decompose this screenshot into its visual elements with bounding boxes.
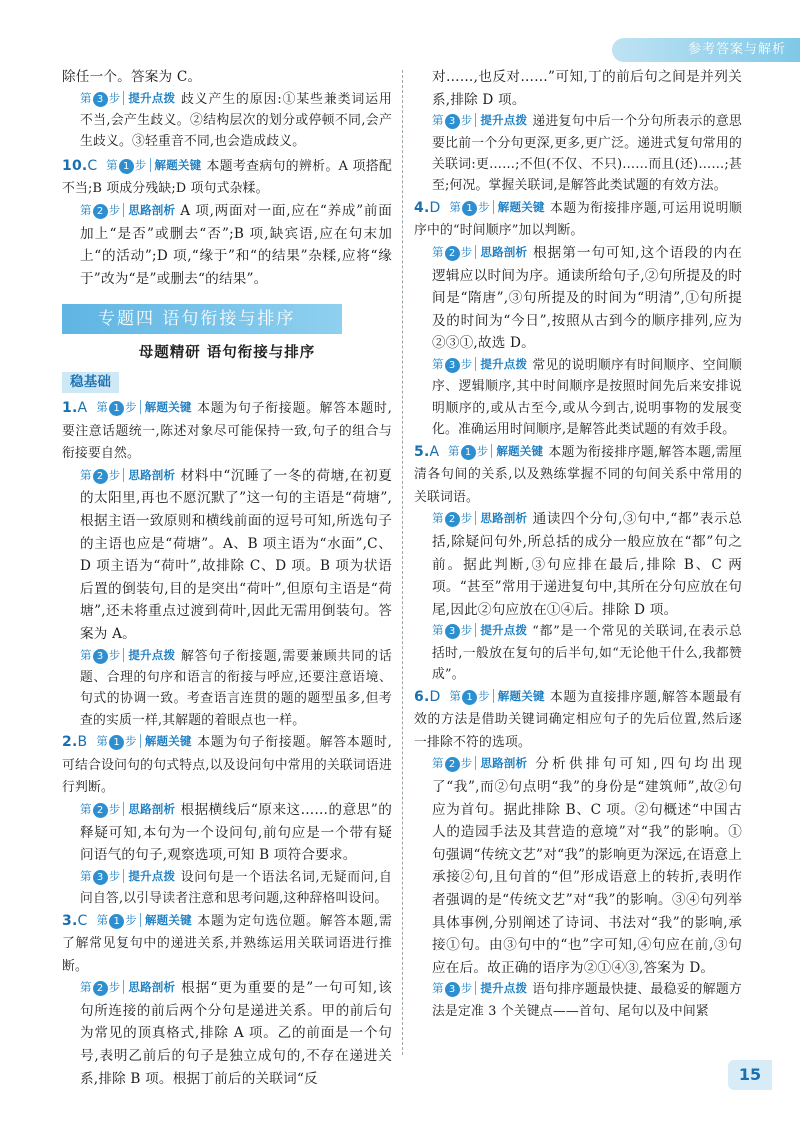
step-badge: 第 1 步 解题关键 [96, 912, 192, 927]
q1-analysis: 第 2 步 思路剖析 材料中“沉睡了一冬的荷塘,在初夏的太阳里,再也不愿沉默了”这一句的主语是“荷塘”,根据主语一致原则和横线前面的逗号可知,所选句子的主语也应是“荷塘”。A、B 项主语为“水面”,C、D 项主语为“荷叶”,故排除 C、D 项。B 项为状语后置的倒装句,目的是突出“荷叶”,但原句主语是“荷塘”,还未将重点过渡到荷叶,因此无需用倒装句。答案为 A。 [80, 467, 392, 642]
q1-key: 1.A 第 1 步 解题关键 本题为句子衔接题。解答本题时,要注意话题统一,陈述对象尽可能保持一致,句子的组合与衔接要自然。 [62, 399, 392, 462]
step-badge: 第 3 步 提升点拨 [432, 356, 528, 371]
q3-key: 3.C 第 1 步 解题关键 本题为定句选位题。解答本题,需了解常见复句中的递进关系,并熟练运用关联词语进行推断。 [62, 912, 392, 974]
q2-tip: 第 3 步 提升点拨 设问句是一个语法名词,无疑而问,自问自答,以引导读者注意和思考问题,这种辞格叫设问。 [80, 868, 392, 907]
column-divider [402, 70, 403, 1055]
step-badge: 第 1 步 解题关键 [449, 688, 545, 703]
q3-analysis: 第 2 步 思路剖析 根据“更为重要的是”一句可知,该句所连接的前后两个分句是递进关系。甲的前后句为常见的顶真格式,排除 A 项。乙的前面是一个句号,表明乙前后的句子是独立成句的,不存在递进关系,排除 B 项。根据丁前后的关联词“反 [80, 980, 392, 1087]
q1-tip: 第 3 步 提升点拨 解答句子衔接题,需要兼顾共同的话题、合理的句序和语言的衔接与呼应,还要注意语境、句式的协调一致。考查语言连贯的题的题型虽多,但考查的实质一样,其解题的着眼点也一样。 [80, 647, 392, 728]
right-column [414, 66, 742, 1022]
q4-analysis: 第 2 步 思路剖析 根据第一句可知,这个语段的内在逻辑应以时间为序。通读所给句子,②句所提及的时间是“隋唐”,③句所提及的时间为“明清”,①句所提及的时间为“今日”,按照从古到今的顺序排列,应为②③①,故选 D。 [432, 245, 742, 352]
section-title: 专题四 语句衔接与排序 [62, 304, 342, 334]
step-badge: 第 2 步 思路剖析 [80, 467, 176, 482]
step-badge: 第 3 步 提升点拨 [80, 90, 176, 105]
step-badge: 第 3 步 提升点拨 [432, 113, 528, 128]
q4-tip: 第 3 步 提升点拨 常见的说明顺序有时间顺序、空间顺序、逻辑顺序,其中时间顺序是按照时间先后来安排说明顺序的,或从古至今,或从今到古,说明事物的发展变化。准确运用时间顺序,是解答此类试题的有效手段。 [432, 356, 742, 438]
step-badge: 第 2 步 思路剖析 [432, 756, 528, 771]
step-badge: 第 2 步 思路剖析 [80, 980, 176, 995]
step-badge: 第 1 步 解题关键 [106, 157, 202, 172]
step-badge: 第 2 步 思路剖析 [80, 203, 176, 217]
q3-tip: 第 3 步 提升点拨 递进复句中后一个分句所表示的意思要比前一个分句更深,更多,更广泛。递进式复句常用的关联词:更……;不但(不仅、不只)……而且(还)……;甚至;何况。掌握关联词,是解答此类试题的有效方法。 [432, 113, 742, 194]
q3-analysis-cont: 对……,也反对……”可知,丁的前后句之间是并列关系,排除 D 项。 [432, 69, 742, 108]
sub-title: 母题精研 语句衔接与排序 [138, 345, 316, 362]
step-badge: 第 2 步 思路剖析 [432, 511, 528, 526]
step-badge: 第 3 步 提升点拨 [80, 647, 176, 662]
q6-analysis: 第 2 步 思路剖析 分析供排句可知,四句均出现了“我”,而②句点明“我”的身份是“建筑师”,故②句应为首句。据此排除 B、C 项。②句概述“中国古人的造园手法及其营造的意境”对“我”的影响。①句强调“传统文艺”对“我”的影响更为深远,在语意上承接②句,且句首的“但”形成语意上的转折,表明作者强调的是“传统文艺”对“我”的影响。③④句列举具体事例,分别阐述了诗词、书法对“我”的影响,承接①句。由③句中的“也”字可知,④句应在前,③句应在后。故正确的语序为②①④③,答案为 D。 [432, 756, 742, 976]
q6-tip: 第 3 步 提升点拨 语句排序题最快捷、最稳妥的解题方法是定准 3 个关键点——首句、尾句以及中间紧 [432, 981, 742, 1019]
step-badge: 第 1 步 解题关键 [447, 443, 544, 458]
level-tag: 稳基础 [62, 372, 119, 393]
q4-key: 4.D 第 1 步 解题关键 本题为衔接排序题,可运用说明顺序中的“时间顺序”加以判断。 [414, 199, 742, 239]
step-badge: 第 1 步 解题关键 [96, 734, 192, 749]
step-badge: 第 3 步 提升点拨 [432, 981, 528, 996]
q5-tip: 第 3 步 提升点拨 “都”是一个常见的关联词,在表示总括时,一般放在复句的后半句,如“无论他干什么,我都赞成”。 [432, 623, 742, 683]
q10-analysis: 第 2 步 思路剖析 A 项,两面对一面,应在“养成”前面加上“是否”或删去“否”;B 项,缺宾语,应在句末加上“的活动”;D 项,“缘于”和“的结果”杂糅,应将“缘于”改为“是”或删去“的结果”。 [80, 203, 392, 287]
step-badge: 第 1 步 解题关键 [96, 399, 192, 414]
step-badge: 第 2 步 思路剖析 [80, 801, 176, 816]
q5-analysis: 第 2 步 思路剖析 通读四个分句,③句中,“都”表示总括,除疑问句外,所总括的成分一般应放在“都”句之前。据此判断,③句应排在最后,排除 B、C 两项。“甚至”常用于递进复句中,其所在分句应放在句尾,因此②句应放在①④后。排除 D 项。 [432, 511, 742, 618]
q2-key: 2.B 第 1 步 解题关键 本题为句子衔接题。解答本题时,可结合设问句的句式特点,以及设问句中常用的关联词语进行判断。 [62, 734, 392, 796]
step-badge: 第 3 步 提升点拨 [80, 868, 176, 883]
q6-key: 6.D 第 1 步 解题关键 本题为直接排序题,解答本题最有效的方法是借助关键词确定相应句子的先后位置,然后逐一排除不符的选项。 [414, 688, 742, 750]
intro-tip: 第 3 步 提升点拨 歧义产生的原因:①某些兼类词运用不当,会产生歧义。②结构层次的划分或停顿不同,会产生歧义。③轻重音不同,也会造成歧义。 [80, 90, 392, 150]
step-badge: 第 2 步 思路剖析 [432, 245, 528, 259]
step-badge: 第 3 步 提升点拨 [432, 623, 528, 638]
q5-key: 5.A 第 1 步 解题关键 本题为衔接排序题,解答本题,需厘清各句间的关系,以及熟练掌握不同的句间关系中常用的关联词语。 [414, 443, 742, 505]
q2-analysis: 第 2 步 思路剖析 根据横线后“原来这……的意思”的释疑可知,本句为一个设问句,前句应是一个带有疑问语气的句子,观察选项,可知 B 项符合要求。 [80, 801, 392, 864]
intro-text: 除任一个。答案为 C。 [62, 69, 202, 85]
header-title: 参考答案与解析 [612, 38, 800, 62]
q10-key: 10.C 第 1 步 解题关键 本题考查病句的辨析。A 项搭配不当;B 项成分残缺;D 项句式杂糅。 [62, 157, 392, 197]
page-number: 15 [728, 1060, 772, 1090]
left-column [62, 66, 392, 1090]
step-badge: 第 1 步 解题关键 [449, 199, 545, 214]
